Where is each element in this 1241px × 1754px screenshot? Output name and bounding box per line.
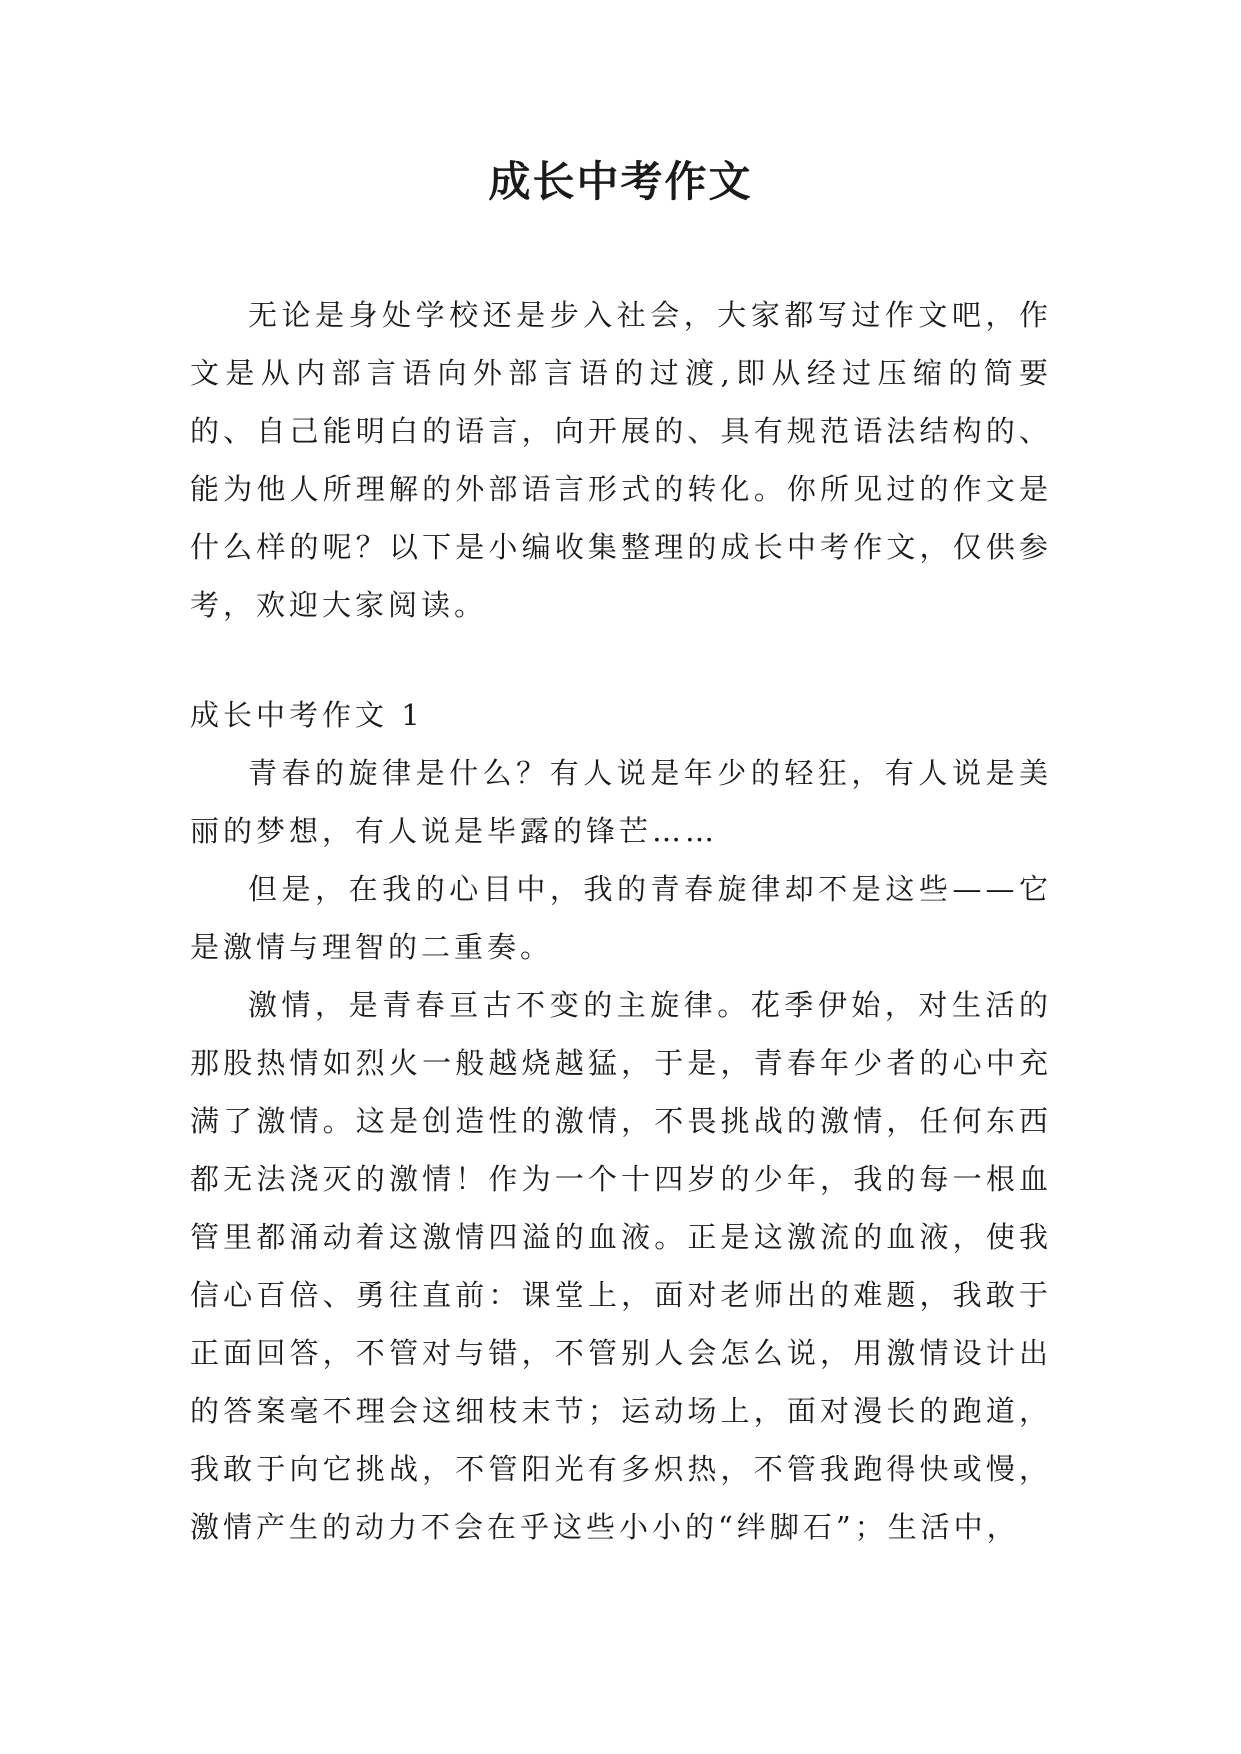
body-paragraph-2: 但是，在我的心目中，我的青春旋律却不是这些——它是激情与理智的二重奏。 (190, 872, 1052, 964)
document-body (190, 286, 1052, 1556)
section-heading: 成长中考作文 1 (190, 698, 424, 732)
document-title: 成长中考作文 (488, 157, 753, 206)
body-paragraph-1: 青春的旋律是什么？有人说是年少的轻狂，有人说是美丽的梦想，有人说是毕露的锋芒…… (190, 756, 1052, 848)
body-paragraph-3: 激情，是青春亘古不变的主旋律。花季伊始，对生活的那股热情如烈火一般越烧越猛，于是，青春年少者的心中充满了激情。这是创造性的激情，不畏挑战的激情，任何东西都无法浇灭的激情！作为一个十四岁的少年，我的每一根血管里都涌动着这激情四溢的血液。正是这激流的血液，使我信心百倍、勇往直前：课堂上，面对老师出的难题，我敢于正面回答，不管对与错，不管别人会怎么说，用激情设计出的答案毫不理会这细枝末节；运动场上，面对漫长的跑道，我敢于向它挑战，不管阳光有多炽热，不管我跑得快或慢，激情产生的动力不会在乎这些小小的“绊脚石”；生活中， (190, 988, 1052, 1544)
intro-paragraph: 无论是身处学校还是步入社会，大家都写过作文吧，作文是从内部言语向外部言语的过渡,即从经过压缩的简要的、自己能明白的语言，向开展的、具有规范语法结构的、能为他人所理解的外部语言形式的转化。你所见过的作文是什么样的呢？以下是小编收集整理的成长中考作文，仅供参考，欢迎大家阅读。 (190, 298, 1052, 622)
